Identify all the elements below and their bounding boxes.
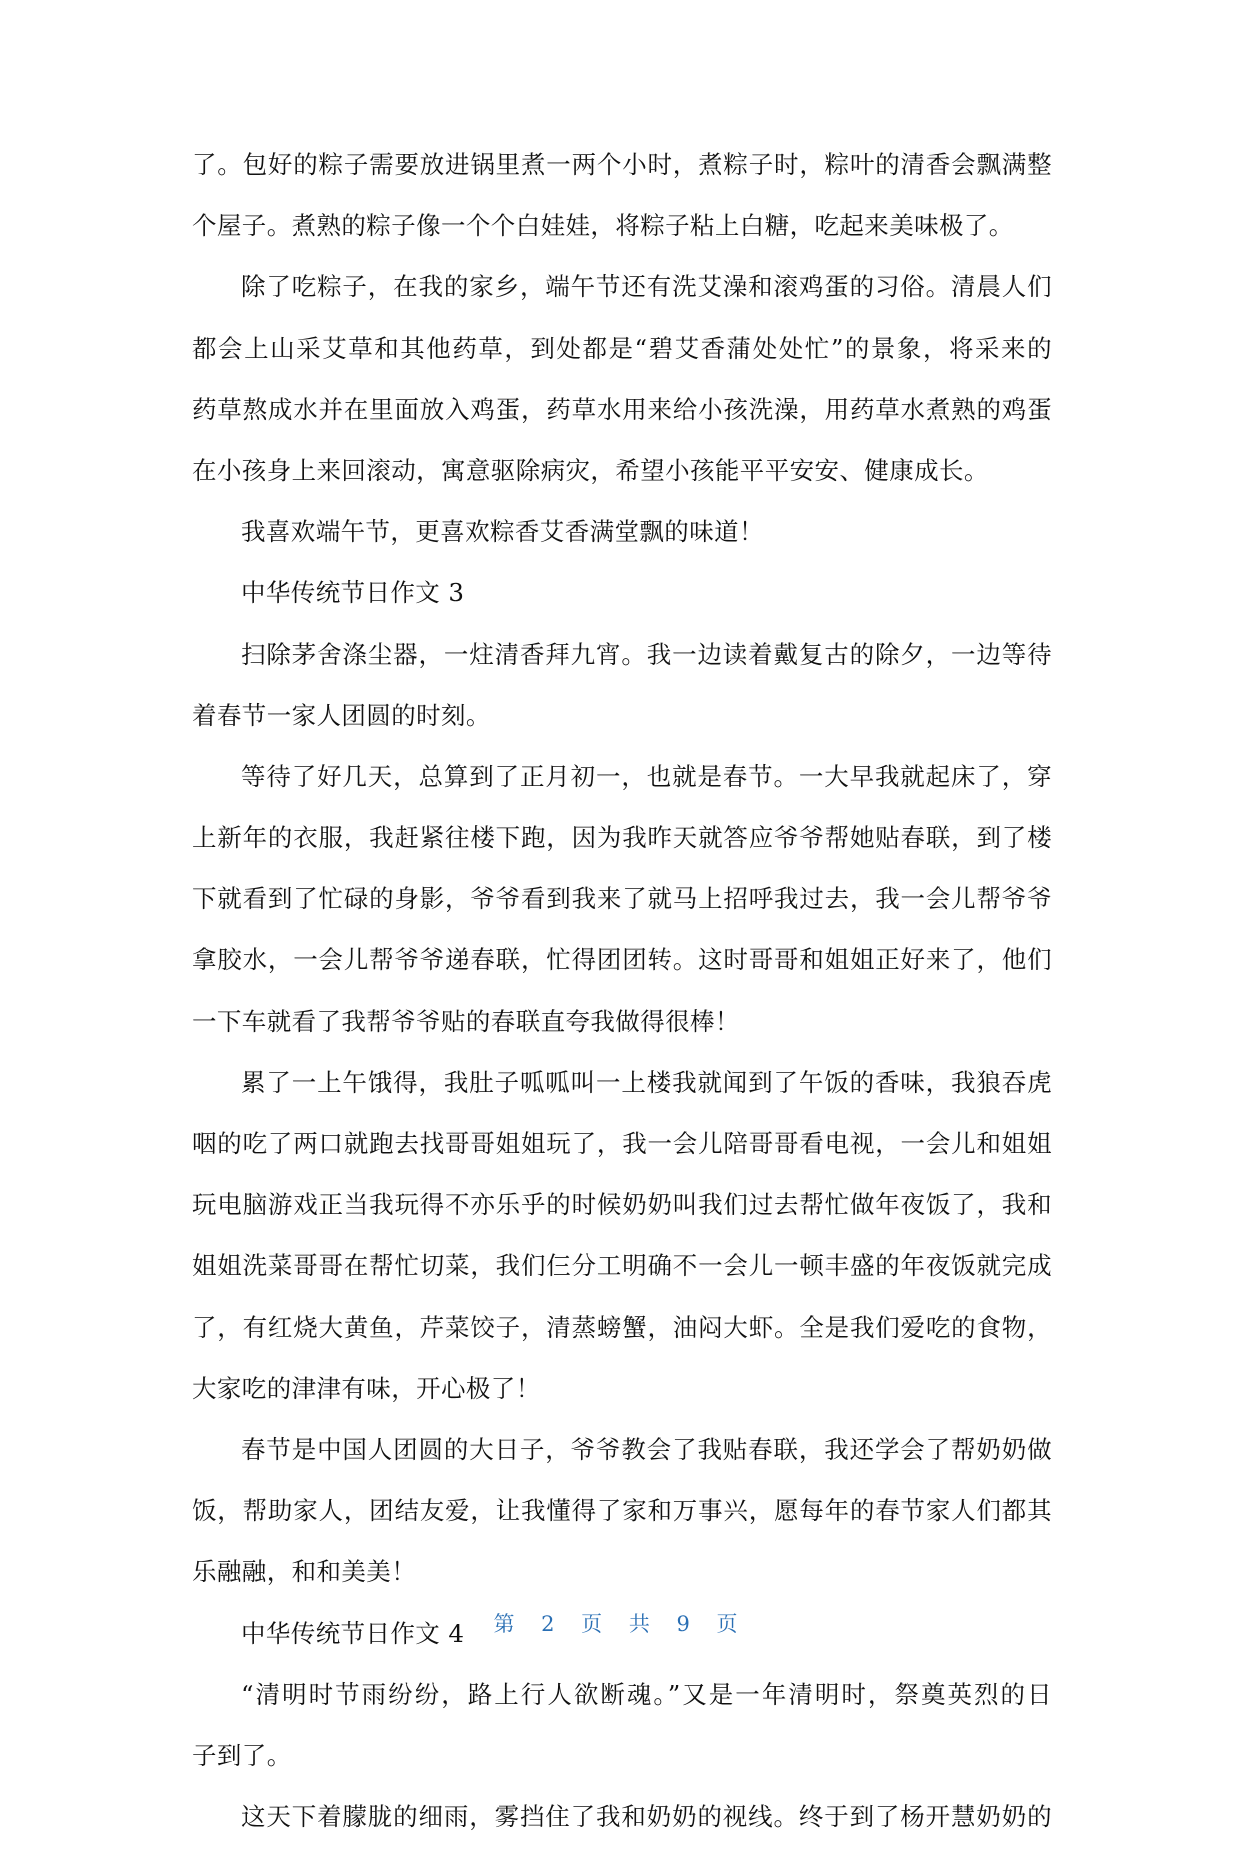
text-line: 咽的吃了两口就跑去找哥哥姐姐玩了，我一会儿陪哥哥看电视，一会儿和姐姐: [192, 1129, 1052, 1158]
text-line: 了，有红烧大黄鱼，芹菜饺子，清蒸螃蟹，油闷大虾。全是我们爱吃的食物，: [192, 1312, 1052, 1342]
page-number: 第 2 页 共 9 页: [493, 1612, 748, 1636]
text-line: 下就看到了忙碌的身影，爷爷看到我来了就马上招呼我过去，我一会儿帮爷爷: [192, 884, 1052, 914]
text-line: 都会上山采艾草和其他药草，到处都是“碧艾香蒲处处忙”的景象，将采来的: [192, 333, 1052, 363]
text-line: 饭，帮助家人，团结友爱，让我懂得了家和万事兴，愿每年的春节家人们都其: [192, 1496, 1052, 1526]
text-line: 姐姐洗菜哥哥在帮忙切菜，我们仨分工明确不一会儿一顿丰盛的年夜饭就完成: [192, 1251, 1052, 1281]
text-line: 药草熬成水并在里面放入鸡蛋，药草水用来给小孩洗澡，用药草水煮熟的鸡蛋: [192, 394, 1052, 424]
text-line: 乐融融，和和美美！: [192, 1557, 417, 1587]
text-line: 累了一上午饿得，我肚子呱呱叫一上楼我就闻到了午饭的香味，我狼吞虎: [241, 1067, 1052, 1097]
text-line: 玩电脑游戏正当我玩得不亦乐乎的时候奶奶叫我们过去帮忙做年夜饭了，我和: [192, 1190, 1052, 1220]
text-line: “清明时节雨纷纷，路上行人欲断魂。”又是一年清明时，祭奠英烈的日: [241, 1679, 1052, 1709]
document-body: [192, 150, 1052, 1863]
text-line: 了。包好的粽子需要放进锅里煮一两个小时，煮粽子时，粽叶的清香会飘满整: [192, 150, 1052, 179]
text-line: 中华传统节日作文 4: [241, 1618, 465, 1648]
text-line: 除了吃粽子，在我的家乡，端午节还有洗艾澡和滚鸡蛋的习俗。清晨人们: [241, 272, 1052, 302]
text-line: 拿胶水，一会儿帮爷爷递春联，忙得团团转。这时哥哥和姐姐正好来了，他们: [192, 945, 1052, 975]
text-line: 一下车就看了我帮爷爷贴的春联直夸我做得很棒！: [192, 1006, 740, 1036]
text-line: 我喜欢端午节，更喜欢粽香艾香满堂飘的味道！: [241, 517, 764, 547]
text-line: 等待了好几天，总算到了正月初一，也就是春节。一大早我就起床了，穿: [241, 761, 1052, 791]
text-line: 着春节一家人团圆的时刻。: [192, 700, 491, 730]
text-line: 大家吃的津津有味，开心极了！: [192, 1373, 541, 1403]
text-line: 扫除茅舍涤尘器，一炷清香拜九宵。我一边读着戴复古的除夕，一边等待: [241, 639, 1052, 669]
text-line: 个屋子。煮熟的粽子像一个个白娃娃，将粽子粘上白糖，吃起来美味极了。: [192, 211, 1014, 241]
text-line: 子到了。: [192, 1740, 292, 1770]
text-line: 在小孩身上来回滚动，寓意驱除病灾，希望小孩能平平安安、健康成长。: [192, 455, 989, 485]
text-line: 中华传统节日作文 3: [241, 578, 465, 608]
text-line: 春节是中国人团圆的大日子，爷爷教会了我贴春联，我还学会了帮奶奶做: [241, 1434, 1052, 1464]
page-footer: [0, 1608, 1241, 1638]
text-line: 上新年的衣服，我赶紧往楼下跑，因为我昨天就答应爷爷帮她贴春联，到了楼: [192, 823, 1052, 853]
text-line: 这天下着朦胧的细雨，雾挡住了我和奶奶的视线。终于到了杨开慧奶奶的: [241, 1802, 1052, 1832]
